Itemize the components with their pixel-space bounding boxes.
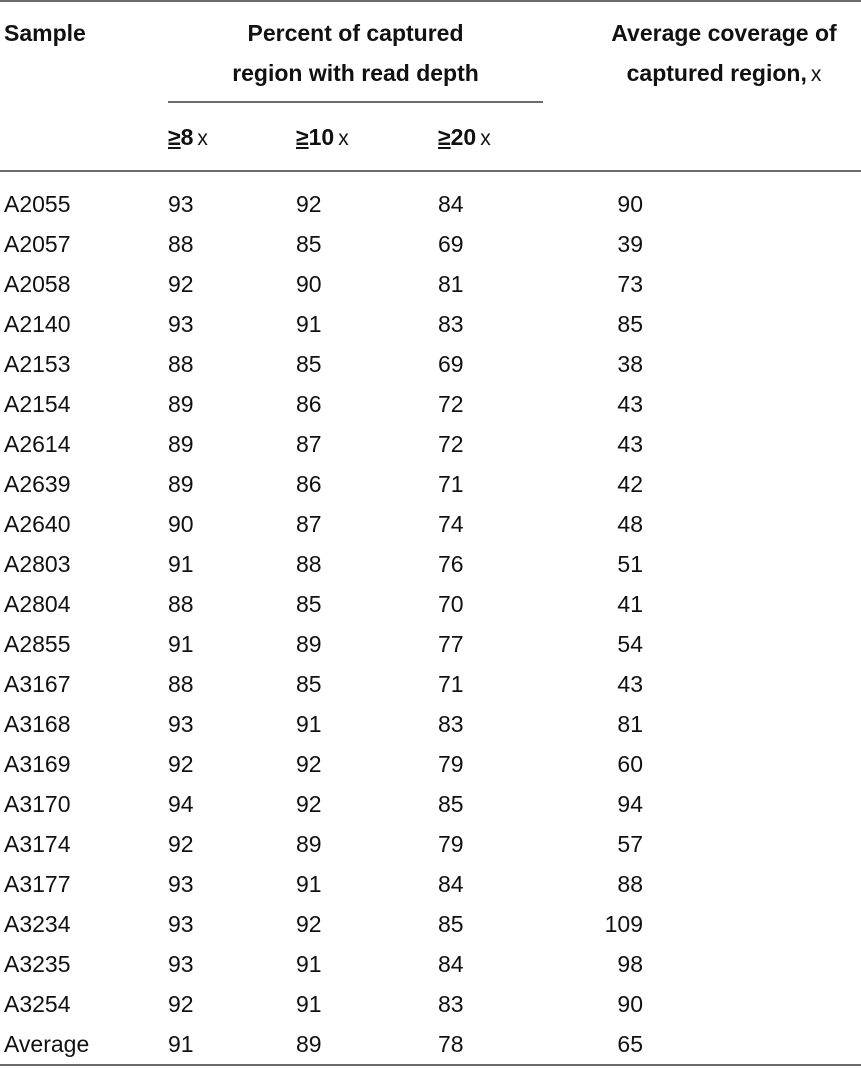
cell-average-coverage: 65 bbox=[617, 1031, 643, 1057]
cell-average-coverage: 90 bbox=[617, 191, 643, 217]
table-top-rule bbox=[0, 0, 861, 2]
header-read-depth-line1: Percent of captured bbox=[247, 20, 464, 46]
cell-percent-10x: 89 bbox=[296, 1031, 322, 1057]
cell-sample: A2154 bbox=[4, 391, 71, 417]
cell-sample: A3169 bbox=[4, 751, 71, 777]
cell-percent-8x: 88 bbox=[168, 351, 194, 377]
table-row bbox=[0, 544, 861, 584]
cell-percent-10x: 85 bbox=[296, 231, 322, 257]
table-row bbox=[0, 504, 861, 544]
cell-percent-20x: 77 bbox=[438, 631, 464, 657]
cell-sample: A3234 bbox=[4, 911, 71, 937]
cell-percent-20x: 69 bbox=[438, 351, 464, 377]
table-row bbox=[0, 944, 861, 984]
cell-percent-20x: 76 bbox=[438, 551, 464, 577]
cell-percent-8x: 93 bbox=[168, 311, 194, 337]
cell-sample: A3170 bbox=[4, 791, 71, 817]
cell-percent-20x: 84 bbox=[438, 191, 464, 217]
cell-percent-8x: 92 bbox=[168, 271, 194, 297]
cell-average-coverage: 43 bbox=[617, 431, 643, 457]
cell-average-coverage: 54 bbox=[617, 631, 643, 657]
cell-percent-8x: 89 bbox=[168, 471, 194, 497]
cell-percent-20x: 72 bbox=[438, 431, 464, 457]
table-row bbox=[0, 304, 861, 344]
header-depth-8x bbox=[168, 117, 208, 159]
depth-unit: x bbox=[480, 127, 491, 150]
table-row bbox=[0, 704, 861, 744]
cell-percent-8x: 91 bbox=[168, 1031, 194, 1057]
cell-percent-10x: 92 bbox=[296, 191, 322, 217]
cell-sample: A2804 bbox=[4, 591, 71, 617]
cell-percent-20x: 79 bbox=[438, 831, 464, 857]
header-depth-10x bbox=[296, 117, 349, 159]
header-read-depth-line2: region with read depth bbox=[232, 60, 479, 86]
cell-sample: A2640 bbox=[4, 511, 71, 537]
table-row bbox=[0, 344, 861, 384]
cell-average-coverage: 41 bbox=[617, 591, 643, 617]
cell-sample: A2058 bbox=[4, 271, 71, 297]
geq-symbol: ≥ bbox=[168, 124, 181, 150]
cell-average-coverage: 39 bbox=[617, 231, 643, 257]
depth-unit: x bbox=[197, 127, 208, 150]
cell-percent-8x: 91 bbox=[168, 631, 194, 657]
cell-percent-10x: 85 bbox=[296, 351, 322, 377]
table-row bbox=[0, 904, 861, 944]
cell-percent-10x: 87 bbox=[296, 431, 322, 457]
cell-percent-8x: 90 bbox=[168, 511, 194, 537]
cell-percent-8x: 89 bbox=[168, 431, 194, 457]
cell-sample: A3168 bbox=[4, 711, 71, 737]
cell-percent-10x: 92 bbox=[296, 751, 322, 777]
cell-average-coverage: 94 bbox=[617, 791, 643, 817]
table-row bbox=[0, 224, 861, 264]
cell-sample: A3254 bbox=[4, 991, 71, 1017]
cell-percent-20x: 72 bbox=[438, 391, 464, 417]
cell-sample: A2614 bbox=[4, 431, 71, 457]
table-body bbox=[0, 184, 861, 1064]
cell-sample: A2855 bbox=[4, 631, 71, 657]
cell-average-coverage: 48 bbox=[617, 511, 643, 537]
cell-sample: A3174 bbox=[4, 831, 71, 857]
cell-percent-10x: 89 bbox=[296, 631, 322, 657]
cell-percent-20x: 85 bbox=[438, 791, 464, 817]
cell-average-coverage: 90 bbox=[617, 991, 643, 1017]
table-row bbox=[0, 584, 861, 624]
cell-percent-10x: 85 bbox=[296, 591, 322, 617]
cell-sample: A3167 bbox=[4, 671, 71, 697]
depth-threshold: 8 bbox=[180, 124, 194, 150]
cell-percent-20x: 79 bbox=[438, 751, 464, 777]
cell-percent-8x: 93 bbox=[168, 191, 194, 217]
cell-sample: A2639 bbox=[4, 471, 71, 497]
table-row bbox=[0, 1024, 861, 1064]
cell-average-coverage: 38 bbox=[617, 351, 643, 377]
cell-percent-8x: 91 bbox=[168, 551, 194, 577]
table-row bbox=[0, 464, 861, 504]
cell-percent-10x: 91 bbox=[296, 871, 322, 897]
header-read-depth-group bbox=[168, 13, 543, 93]
cell-average-coverage: 43 bbox=[617, 671, 643, 697]
table-row bbox=[0, 264, 861, 304]
cell-percent-10x: 91 bbox=[296, 991, 322, 1017]
table-row bbox=[0, 184, 861, 224]
cell-sample: A2057 bbox=[4, 231, 71, 257]
cell-percent-10x: 91 bbox=[296, 951, 322, 977]
cell-percent-20x: 70 bbox=[438, 591, 464, 617]
cell-percent-8x: 93 bbox=[168, 871, 194, 897]
cell-percent-20x: 81 bbox=[438, 271, 464, 297]
cell-average-coverage: 98 bbox=[617, 951, 643, 977]
cell-sample: A2055 bbox=[4, 191, 71, 217]
cell-percent-10x: 92 bbox=[296, 911, 322, 937]
cell-average-coverage: 51 bbox=[617, 551, 643, 577]
cell-average-coverage: 57 bbox=[617, 831, 643, 857]
header-coverage-line2 bbox=[588, 53, 860, 95]
header-coverage-line2-text: captured region, bbox=[626, 60, 807, 86]
geq-symbol: ≥ bbox=[438, 124, 451, 150]
cell-sample: A2803 bbox=[4, 551, 71, 577]
cell-sample: A2153 bbox=[4, 351, 71, 377]
header-coverage-unit: x bbox=[810, 63, 822, 86]
table-row bbox=[0, 664, 861, 704]
cell-percent-10x: 89 bbox=[296, 831, 322, 857]
cell-percent-10x: 87 bbox=[296, 511, 322, 537]
cell-percent-10x: 91 bbox=[296, 311, 322, 337]
cell-sample: A3177 bbox=[4, 871, 71, 897]
cell-percent-8x: 93 bbox=[168, 911, 194, 937]
cell-percent-8x: 92 bbox=[168, 751, 194, 777]
cell-percent-8x: 88 bbox=[168, 591, 194, 617]
cell-percent-20x: 84 bbox=[438, 951, 464, 977]
cell-percent-8x: 88 bbox=[168, 671, 194, 697]
table-row bbox=[0, 744, 861, 784]
cell-average-coverage: 43 bbox=[617, 391, 643, 417]
cell-percent-20x: 83 bbox=[438, 711, 464, 737]
table-row bbox=[0, 384, 861, 424]
group-header-rule bbox=[168, 101, 543, 103]
table-row bbox=[0, 784, 861, 824]
cell-average-coverage: 85 bbox=[617, 311, 643, 337]
table-row bbox=[0, 984, 861, 1024]
cell-percent-8x: 94 bbox=[168, 791, 194, 817]
cell-average-coverage: 88 bbox=[617, 871, 643, 897]
cell-average-coverage: 60 bbox=[617, 751, 643, 777]
header-coverage-line1: Average coverage of bbox=[611, 20, 837, 46]
header-coverage bbox=[588, 13, 860, 95]
cell-percent-20x: 69 bbox=[438, 231, 464, 257]
geq-symbol: ≥ bbox=[296, 124, 309, 150]
depth-unit: x bbox=[338, 127, 349, 150]
cell-percent-10x: 91 bbox=[296, 711, 322, 737]
table-bottom-rule bbox=[0, 1064, 861, 1066]
cell-percent-10x: 92 bbox=[296, 791, 322, 817]
cell-sample: Average bbox=[4, 1031, 90, 1057]
cell-sample: A2140 bbox=[4, 311, 71, 337]
cell-percent-8x: 89 bbox=[168, 391, 194, 417]
cell-percent-8x: 92 bbox=[168, 831, 194, 857]
cell-percent-8x: 93 bbox=[168, 951, 194, 977]
cell-percent-8x: 88 bbox=[168, 231, 194, 257]
cell-average-coverage: 81 bbox=[617, 711, 643, 737]
cell-percent-10x: 88 bbox=[296, 551, 322, 577]
header-bottom-rule bbox=[0, 170, 861, 172]
cell-percent-10x: 90 bbox=[296, 271, 322, 297]
header-sample: Sample bbox=[4, 20, 86, 46]
cell-average-coverage: 42 bbox=[617, 471, 643, 497]
cell-percent-10x: 86 bbox=[296, 391, 322, 417]
cell-percent-20x: 83 bbox=[438, 991, 464, 1017]
depth-threshold: 20 bbox=[450, 124, 477, 150]
cell-average-coverage: 109 bbox=[604, 911, 643, 937]
cell-percent-10x: 86 bbox=[296, 471, 322, 497]
cell-average-coverage: 73 bbox=[617, 271, 643, 297]
cell-percent-20x: 74 bbox=[438, 511, 464, 537]
table-row bbox=[0, 864, 861, 904]
cell-percent-20x: 84 bbox=[438, 871, 464, 897]
cell-percent-10x: 85 bbox=[296, 671, 322, 697]
depth-threshold: 10 bbox=[308, 124, 335, 150]
cell-percent-20x: 71 bbox=[438, 471, 464, 497]
table-row bbox=[0, 424, 861, 464]
cell-percent-20x: 85 bbox=[438, 911, 464, 937]
table-row bbox=[0, 824, 861, 864]
cell-percent-8x: 93 bbox=[168, 711, 194, 737]
header-depth-20x bbox=[438, 117, 491, 159]
cell-percent-20x: 71 bbox=[438, 671, 464, 697]
cell-sample: A3235 bbox=[4, 951, 71, 977]
cell-percent-8x: 92 bbox=[168, 991, 194, 1017]
table-row bbox=[0, 624, 861, 664]
cell-percent-20x: 83 bbox=[438, 311, 464, 337]
cell-percent-20x: 78 bbox=[438, 1031, 464, 1057]
